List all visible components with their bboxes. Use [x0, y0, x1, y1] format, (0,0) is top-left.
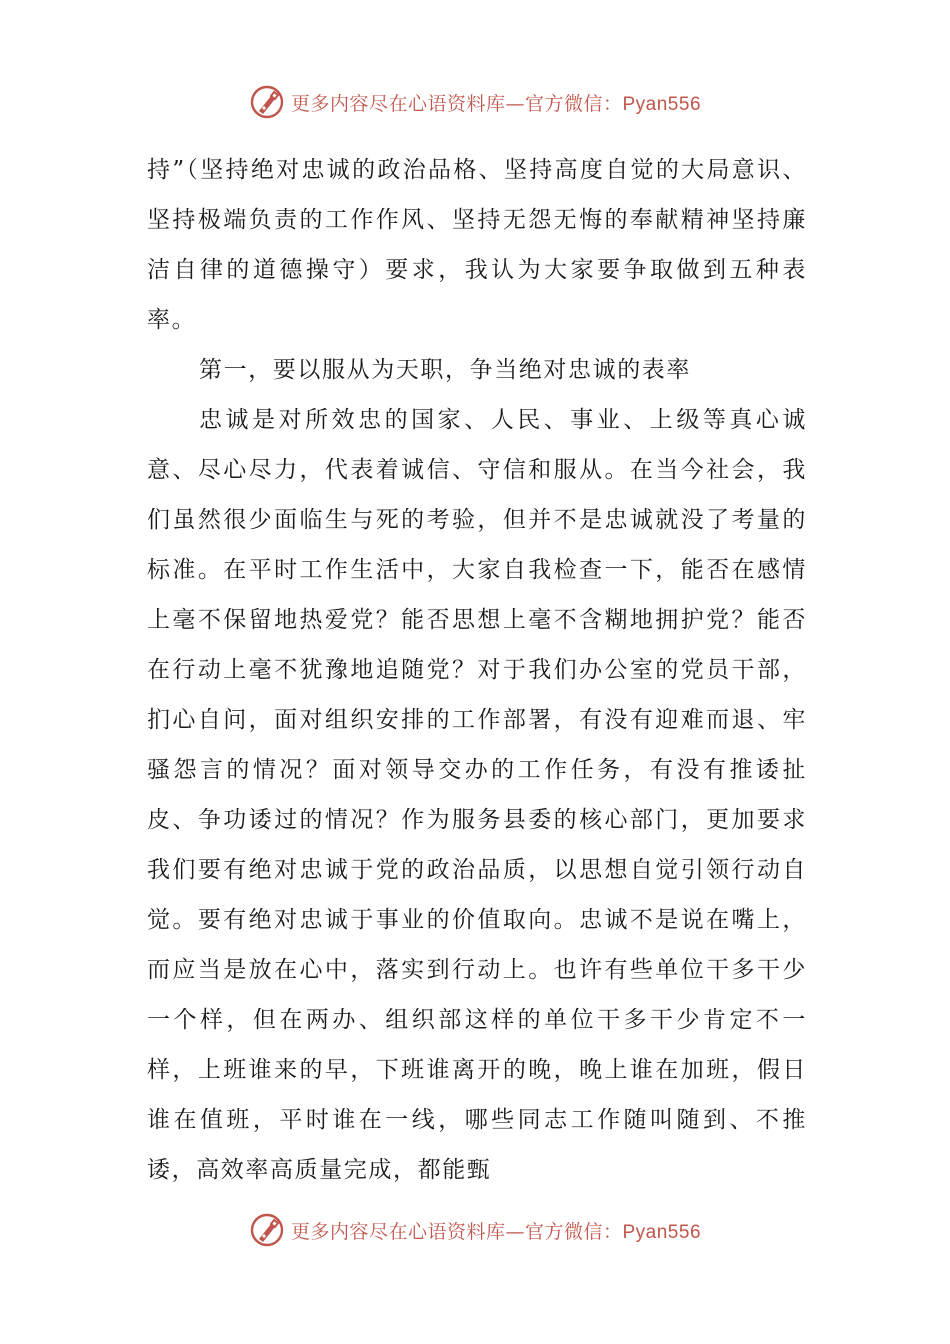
watermark-wechat-id: Pyan556: [622, 1221, 702, 1243]
watermark-text-cn: 更多内容尽在心语资料库—官方微信：: [290, 92, 623, 115]
pen-nib-logo-icon: [249, 84, 285, 120]
watermark-wechat-id: Pyan556: [622, 93, 702, 115]
watermark-text-cn: 更多内容尽在心语资料库—官方微信：: [290, 1220, 623, 1243]
watermark-text: [291, 1217, 701, 1244]
watermark-text: [291, 89, 701, 116]
watermark-banner-top: [0, 80, 950, 124]
watermark-banner-bottom: [0, 1208, 950, 1252]
document-body: [147, 145, 807, 1195]
pen-nib-logo-icon: [249, 1212, 285, 1248]
section-heading: 第一，要以服从为天职，争当绝对忠诚的表率: [199, 357, 691, 383]
paragraph-body: 忠诚是对所效忠的国家、人民、事业、上级等真心诚意、尽心尽力，代表着诚信、守信和服从。在当今社会，我们虽然很少面临生与死的考验，但并不是忠诚就没了考量的标准。在平时工作生活中，大家自我检查一下，能否在感情上毫不保留地热爱党？能否思想上毫不含糊地拥护党？能否在行动上毫不犹豫地追随党？对于我们办公室的党员干部，扪心自问，面对组织安排的工作部署，有没有迎难而退、牢骚怨言的情况？面对领导交办的工作任务，有没有推诿扯皮、争功诿过的情况？作为服务县委的核心部门，更加要求我们要有绝对忠诚于党的政治品质，以思想自觉引领行动自觉。要有绝对忠诚于事业的价值取向。忠诚不是说在嘴上，而应当是放在心中，落实到行动上。也许有些单位干多干少一个样，但在两办、组织部这样的单位干多干少肯定不一样，上班谁来的早，下班谁离开的晚，晚上谁在加班，假日谁在值班，平时谁在一线，哪些同志工作随叫随到、不推诿，高效率高质量完成，都能甄: [147, 407, 807, 1183]
paragraph-continuation: 持”（坚持绝对忠诚的政治品格、坚持高度自觉的大局意识、坚持极端负责的工作作风、坚持无怨无悔的奉献精神坚持廉洁自律的道德操守）要求，我认为大家要争取做到五种表率。: [147, 157, 807, 333]
